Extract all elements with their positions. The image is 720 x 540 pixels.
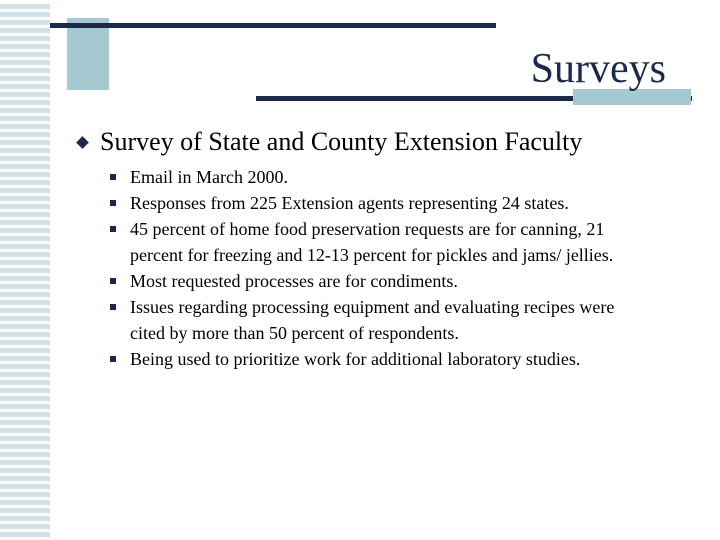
square-bullet-icon	[110, 174, 116, 180]
square-bullet-icon	[110, 278, 116, 284]
sub-bullet-line: Issues regarding processing equipment and evaluating recipes were	[130, 297, 615, 317]
sub-bullet-item	[110, 190, 700, 216]
sub-bullet-line: Most requested processes are for condiments.	[130, 271, 458, 291]
sub-bullet-line: percent for freezing and 12-13 percent for pickles and jams/ jellies.	[130, 245, 614, 265]
square-bullet-icon	[110, 200, 116, 206]
sub-bullet-line: Responses from 225 Extension agents representing 24 states.	[130, 193, 569, 213]
sub-bullet-list	[110, 164, 700, 372]
sub-bullet-item	[110, 346, 700, 372]
sub-bullet-item	[110, 294, 700, 346]
main-bullet-text: Survey of State and County Extension Faculty	[100, 127, 583, 156]
decorative-stripes	[0, 4, 50, 540]
sub-bullet-line: cited by more than 50 percent of respondents.	[130, 323, 459, 343]
sub-bullet-line: 45 percent of home food preservation requests are for canning, 21	[130, 219, 605, 239]
accent-block-top	[67, 18, 109, 90]
square-bullet-icon	[110, 304, 116, 310]
sub-bullet-item	[110, 216, 700, 268]
square-bullet-icon	[110, 226, 116, 232]
diamond-bullet-icon	[76, 136, 89, 149]
title-rule-top	[50, 23, 496, 28]
slide-title: Surveys	[530, 46, 666, 92]
square-bullet-icon	[110, 356, 116, 362]
sub-bullet-line: Being used to prioritize work for additional laboratory studies.	[130, 349, 581, 369]
sub-bullet-line: Email in March 2000.	[130, 167, 288, 187]
sub-bullet-item	[110, 164, 700, 190]
sub-bullet-item	[110, 268, 700, 294]
